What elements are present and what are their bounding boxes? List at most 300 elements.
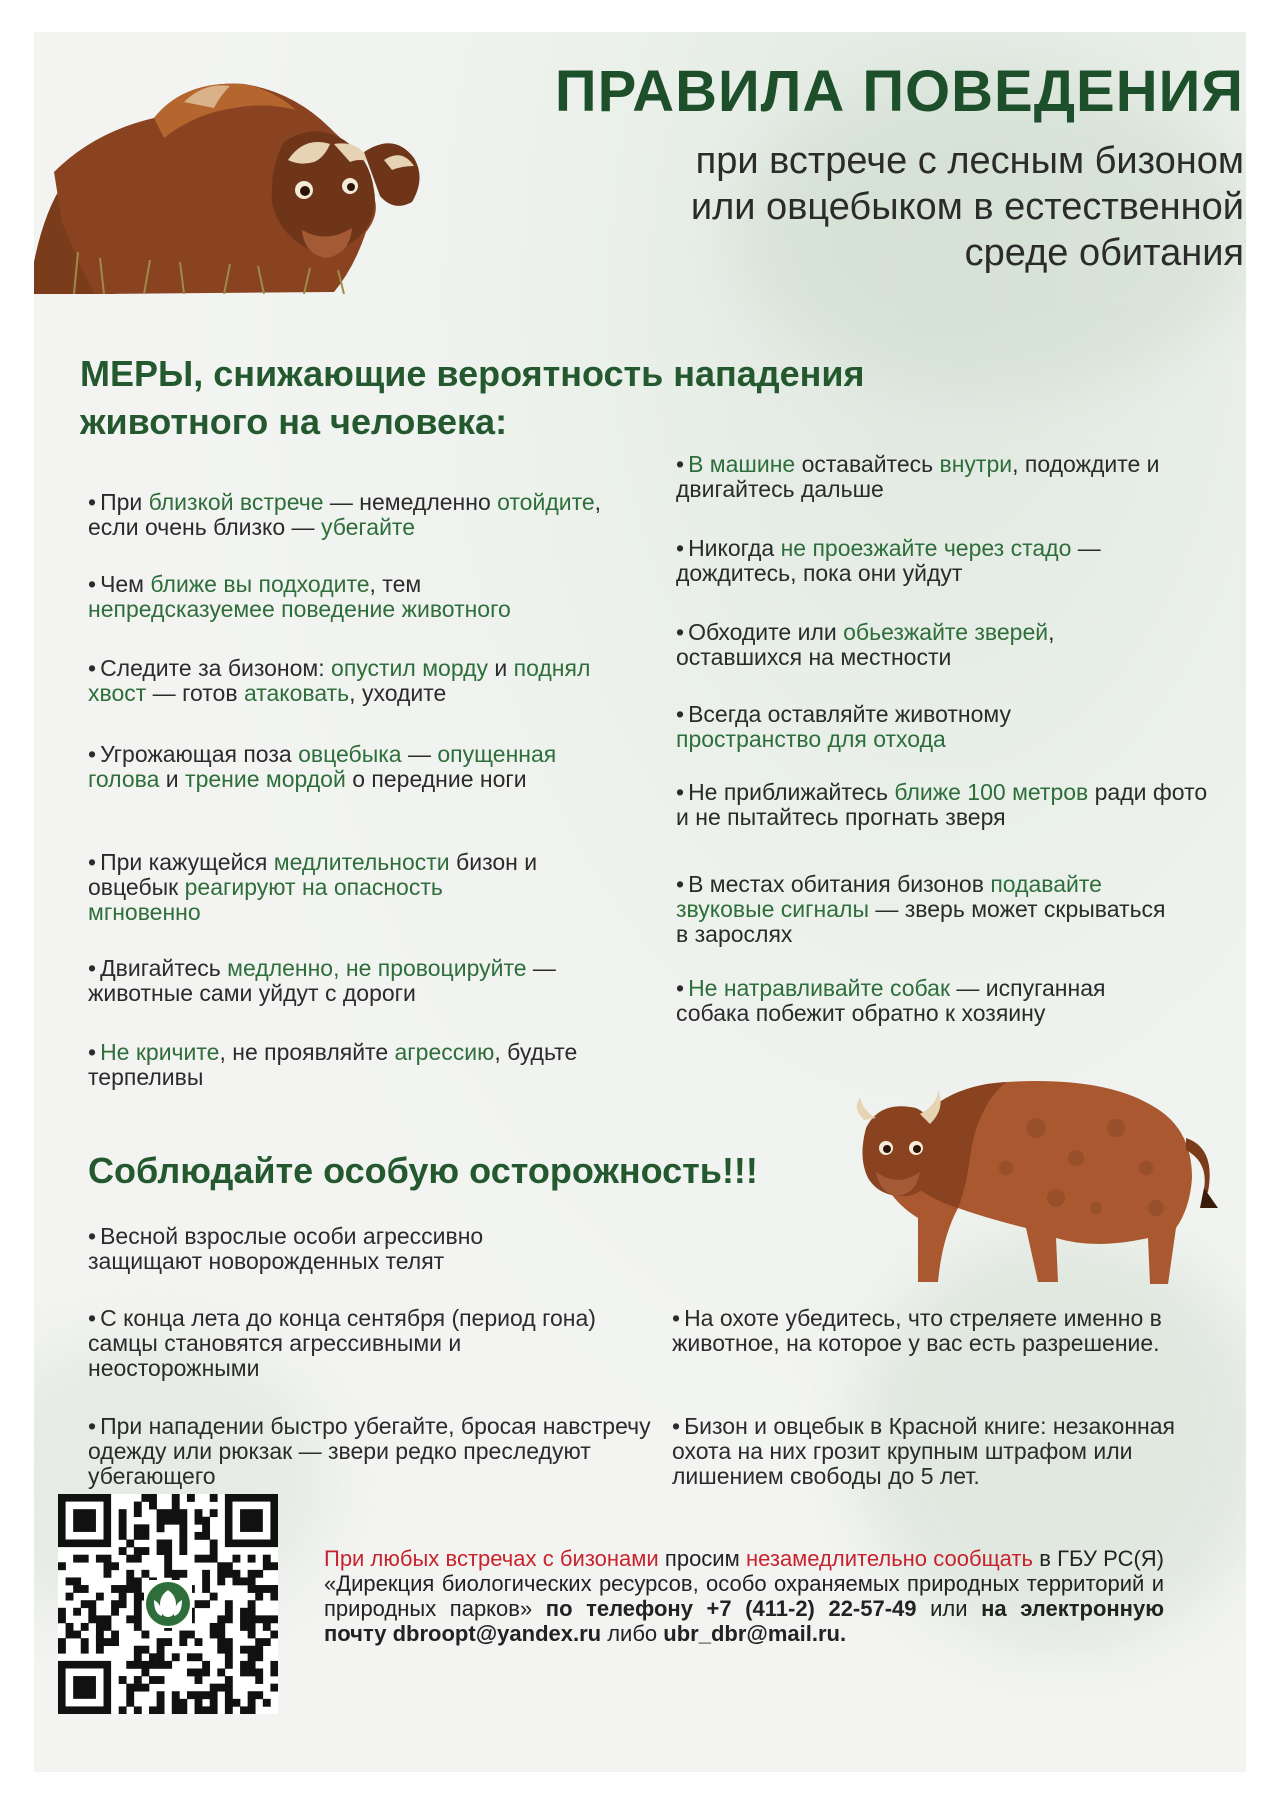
qr-module	[248, 1691, 256, 1699]
qr-module	[217, 1646, 225, 1654]
bullet: •	[88, 1305, 97, 1331]
qr-module	[255, 1653, 263, 1661]
qr-module	[232, 1577, 240, 1585]
highlight-text: трение мордой	[185, 766, 346, 792]
bullet: •	[672, 1305, 681, 1331]
qr-module	[73, 1631, 81, 1639]
subtitle-line: или овцебыком в естественной	[690, 186, 1244, 228]
qr-module	[179, 1638, 187, 1646]
qr-module	[248, 1646, 256, 1654]
qr-module	[88, 1600, 96, 1608]
qr-module	[187, 1631, 195, 1639]
qr-module	[248, 1555, 256, 1563]
qr-module	[210, 1494, 218, 1502]
qr-module	[240, 1608, 248, 1616]
qr-module	[202, 1577, 210, 1585]
qr-module	[73, 1555, 81, 1563]
qr-module	[164, 1509, 172, 1517]
qr-module	[104, 1555, 112, 1563]
qr-module	[225, 1615, 233, 1623]
highlight-text: Не натравливайте собак	[688, 975, 951, 1001]
qr-module	[202, 1532, 210, 1540]
highlight-text: обьезжайте зверей	[843, 619, 1049, 645]
item-text: ради фото и не пытайтесь прогнать зверя	[676, 779, 1208, 830]
qr-module	[202, 1706, 210, 1714]
qr-module	[149, 1661, 157, 1669]
qr-module	[126, 1615, 134, 1623]
qr-module	[172, 1706, 180, 1714]
bullet: •	[88, 489, 97, 515]
qr-module	[134, 1509, 142, 1517]
qr-module	[202, 1691, 210, 1699]
qr-module	[232, 1699, 240, 1707]
highlight-text: ближе 100 метров	[894, 779, 1089, 805]
highlight-text: В машине	[688, 451, 796, 477]
highlight-text: медлительности	[273, 849, 450, 875]
qr-module	[164, 1555, 172, 1563]
caution-heading: Соблюдайте особую осторожность!!!	[88, 1150, 758, 1191]
page-title: ПРАВИЛА ПОВЕДЕНИЯ	[554, 59, 1244, 124]
qr-module	[225, 1646, 233, 1654]
qr-module	[179, 1532, 187, 1540]
qr-module	[119, 1532, 127, 1540]
qr-module	[164, 1517, 172, 1525]
qr-module	[232, 1570, 240, 1578]
bullet: •	[88, 571, 97, 597]
qr-module	[126, 1585, 134, 1593]
item-text: , оставшихся на местности	[676, 619, 1055, 670]
bullet: •	[672, 1413, 681, 1439]
item-text: На охоте убедитесь, что стреляете именно в животное, на которое у вас есть разрешение.	[672, 1305, 1162, 1356]
qr-module	[111, 1562, 119, 1570]
qr-module	[126, 1661, 134, 1669]
item-text: Всегда оставляйте животному	[688, 701, 1011, 727]
item-text: Следите за бизоном:	[100, 655, 332, 681]
qr-code-graphic	[58, 1494, 278, 1714]
qr-module	[157, 1524, 165, 1532]
qr-module	[104, 1623, 112, 1631]
qr-module	[134, 1585, 142, 1593]
qr-module	[270, 1684, 278, 1692]
qr-module	[73, 1608, 81, 1616]
qr-module	[141, 1570, 149, 1578]
qr-module	[210, 1706, 218, 1714]
qr-module	[111, 1631, 119, 1639]
qr-module	[157, 1517, 165, 1525]
bullet: •	[88, 1413, 97, 1439]
qr-module	[134, 1524, 142, 1532]
caution-item	[88, 1414, 658, 1489]
qr-module	[172, 1494, 180, 1502]
qr-module	[217, 1631, 225, 1639]
measure-item	[88, 1040, 608, 1090]
qr-module	[248, 1570, 256, 1578]
item-text: , будьте терпеливы	[88, 1039, 578, 1090]
qr-module	[119, 1547, 127, 1555]
contact-text: +7 (411-2) 22-57-49	[692, 1596, 931, 1621]
qr-module	[263, 1555, 271, 1563]
qr-module	[270, 1585, 278, 1593]
measure-item	[676, 536, 1176, 586]
qr-module	[111, 1608, 119, 1616]
bullet: •	[676, 975, 685, 1001]
qr-module	[187, 1668, 195, 1676]
qr-module	[149, 1494, 157, 1502]
notice-text: в ГБУ РС(Я) «Дирекция биологических ресурсов, особо охраняемых природных территорий и природных парков»	[324, 1546, 1164, 1621]
qr-module	[255, 1691, 263, 1699]
item-text: — зверь может скрываться в зарослях	[676, 896, 1166, 947]
qr-code[interactable]	[58, 1494, 278, 1714]
qr-module	[111, 1585, 119, 1593]
measure-item	[88, 490, 608, 540]
qr-module	[217, 1615, 225, 1623]
qr-module	[111, 1638, 119, 1646]
qr-finder	[73, 1509, 96, 1532]
qr-module	[157, 1540, 165, 1548]
qr-module	[217, 1577, 225, 1585]
qr-module	[270, 1615, 278, 1623]
qr-module	[149, 1676, 157, 1684]
bullet: •	[88, 849, 97, 875]
qr-module	[225, 1653, 233, 1661]
qr-module	[255, 1593, 263, 1601]
qr-module	[225, 1638, 233, 1646]
item-text: о передние ноги	[345, 766, 527, 792]
item-text: Обходите или	[688, 619, 844, 645]
qr-module	[134, 1661, 142, 1669]
qr-module	[58, 1615, 66, 1623]
bison-illustration	[846, 1068, 1226, 1292]
qr-module	[210, 1593, 218, 1601]
qr-module	[88, 1615, 96, 1623]
qr-module	[225, 1600, 233, 1608]
subtitle-line: при встрече с лесным бизоном	[695, 140, 1244, 182]
qr-module	[255, 1570, 263, 1578]
qr-module	[58, 1608, 66, 1616]
qr-module	[81, 1623, 89, 1631]
qr-module	[270, 1593, 278, 1601]
qr-module	[255, 1676, 263, 1684]
qr-module	[240, 1706, 248, 1714]
measure-item	[676, 452, 1196, 502]
qr-module	[179, 1631, 187, 1639]
qr-module	[240, 1623, 248, 1631]
measure-item	[676, 872, 1176, 947]
qr-module	[263, 1562, 271, 1570]
qr-module	[66, 1593, 74, 1601]
item-text: — готов	[146, 680, 244, 706]
highlight-text: агрессию	[394, 1039, 495, 1065]
qr-module	[141, 1646, 149, 1654]
bullet: •	[676, 701, 685, 727]
qr-module	[217, 1623, 225, 1631]
qr-module	[179, 1699, 187, 1707]
bullet: •	[676, 779, 685, 805]
highlight-text: опустил морду	[331, 655, 488, 681]
qr-module	[240, 1577, 248, 1585]
qr-module	[141, 1684, 149, 1692]
bullet: •	[88, 655, 97, 681]
notice-text: просим	[658, 1546, 746, 1571]
qr-module	[119, 1600, 127, 1608]
qr-module	[157, 1547, 165, 1555]
qr-module	[263, 1638, 271, 1646]
qr-module	[126, 1555, 134, 1563]
qr-module	[96, 1631, 104, 1639]
qr-module	[73, 1577, 81, 1585]
qr-module	[210, 1547, 218, 1555]
qr-module	[141, 1494, 149, 1502]
highlight-text: Не кричите	[100, 1039, 220, 1065]
qr-module	[172, 1502, 180, 1510]
highlight-text: внутри	[939, 451, 1013, 477]
qr-module	[240, 1646, 248, 1654]
item-text: — животные сами уйдут с дороги	[88, 955, 556, 1006]
qr-module	[96, 1615, 104, 1623]
qr-module	[134, 1547, 142, 1555]
qr-module	[157, 1653, 165, 1661]
qr-module	[263, 1585, 271, 1593]
qr-module	[225, 1661, 233, 1669]
highlight-text: близкой встрече	[148, 489, 324, 515]
qr-module	[187, 1653, 195, 1661]
qr-module	[195, 1676, 203, 1684]
highlight-text: При любых встречах с бизонами	[324, 1546, 659, 1571]
bullet: •	[676, 871, 685, 897]
caution-item	[672, 1414, 1222, 1489]
qr-module	[134, 1646, 142, 1654]
qr-module	[225, 1562, 233, 1570]
qr-module	[157, 1509, 165, 1517]
qr-module	[111, 1600, 119, 1608]
bullet: •	[88, 955, 97, 981]
page-subtitle	[584, 138, 1244, 276]
qr-module	[96, 1638, 104, 1646]
qr-module	[179, 1540, 187, 1548]
qr-module	[179, 1509, 187, 1517]
measure-item	[676, 780, 1216, 830]
qr-module	[195, 1600, 203, 1608]
qr-module	[210, 1691, 218, 1699]
qr-module	[126, 1577, 134, 1585]
qr-module	[248, 1577, 256, 1585]
qr-module	[225, 1706, 233, 1714]
highlight-text: не проезжайте через стадо	[780, 535, 1072, 561]
contact-text: ubr_dbr@mail.ru.	[657, 1621, 847, 1646]
qr-module	[195, 1509, 203, 1517]
contact-text: по телефону	[545, 1596, 693, 1621]
bullet: •	[88, 1223, 97, 1249]
qr-module	[134, 1608, 142, 1616]
qr-module	[270, 1661, 278, 1669]
notice-text: или	[930, 1596, 968, 1621]
qr-module	[225, 1691, 233, 1699]
qr-module	[119, 1676, 127, 1684]
qr-module	[202, 1661, 210, 1669]
qr-module	[66, 1577, 74, 1585]
item-text: При нападении быстро убегайте, бросая навстречу одежду или рюкзак — звери редко преследуют убегающего	[88, 1413, 651, 1489]
bullet: •	[88, 1039, 97, 1065]
qr-module	[141, 1661, 149, 1669]
qr-module	[195, 1668, 203, 1676]
qr-module	[187, 1494, 195, 1502]
qr-module	[240, 1615, 248, 1623]
highlight-text: медленно, не провоцируйте	[227, 955, 527, 981]
highlight-text: отойдите	[497, 489, 595, 515]
qr-module	[270, 1631, 278, 1639]
qr-module	[217, 1684, 225, 1692]
qr-module	[104, 1638, 112, 1646]
highlight-text: убегайте	[320, 514, 415, 540]
qr-module	[164, 1562, 172, 1570]
qr-module	[134, 1615, 142, 1623]
qr-module	[73, 1585, 81, 1593]
qr-module	[119, 1706, 127, 1714]
measure-item	[676, 976, 1176, 1026]
highlight-text: пространство для отхода	[676, 726, 946, 752]
qr-module	[240, 1661, 248, 1669]
qr-module	[255, 1668, 263, 1676]
measure-item	[88, 742, 558, 792]
qr-module	[195, 1638, 203, 1646]
qr-module	[81, 1585, 89, 1593]
qr-module	[134, 1600, 142, 1608]
qr-module	[164, 1540, 172, 1548]
qr-module	[225, 1608, 233, 1616]
qr-module	[96, 1555, 104, 1563]
qr-module	[126, 1540, 134, 1548]
qr-module	[263, 1699, 271, 1707]
item-text: , не проявляйте	[219, 1039, 395, 1065]
qr-module	[119, 1524, 127, 1532]
qr-module	[179, 1706, 187, 1714]
item-text: Угрожающая поза	[100, 741, 299, 767]
item-text: — немедленно	[323, 489, 498, 515]
qr-module	[119, 1517, 127, 1525]
qr-module	[157, 1676, 165, 1684]
qr-module	[149, 1502, 157, 1510]
qr-module	[179, 1524, 187, 1532]
qr-module	[172, 1691, 180, 1699]
measure-item	[676, 620, 1146, 670]
qr-module	[210, 1684, 218, 1692]
item-text: и	[488, 655, 514, 681]
qr-module	[179, 1547, 187, 1555]
qr-module	[66, 1631, 74, 1639]
qr-module	[255, 1585, 263, 1593]
qr-module	[119, 1593, 127, 1601]
qr-module	[58, 1638, 66, 1646]
qr-finder	[240, 1509, 263, 1532]
measure-item	[676, 702, 1096, 752]
qr-module	[210, 1555, 218, 1563]
qr-module	[195, 1691, 203, 1699]
qr-module	[255, 1638, 263, 1646]
qr-module	[172, 1653, 180, 1661]
measures-heading-line: МЕРЫ, снижающие вероятность нападения	[80, 353, 865, 394]
item-text: оставайтесь	[795, 451, 940, 477]
qr-module	[248, 1608, 256, 1616]
qr-module	[248, 1600, 256, 1608]
qr-module	[217, 1570, 225, 1578]
highlight-text: реагируют на опасность мгновенно	[88, 874, 443, 925]
bullet: •	[676, 535, 685, 561]
qr-module	[217, 1638, 225, 1646]
qr-module	[134, 1532, 142, 1540]
musk-ox-illustration	[34, 62, 434, 294]
qr-module	[210, 1699, 218, 1707]
qr-module	[126, 1570, 134, 1578]
qr-module	[248, 1706, 256, 1714]
qr-module	[225, 1684, 233, 1692]
qr-module	[149, 1706, 157, 1714]
qr-module	[172, 1517, 180, 1525]
caution-item	[88, 1224, 568, 1274]
qr-module	[195, 1532, 203, 1540]
qr-module	[263, 1623, 271, 1631]
qr-module	[164, 1661, 172, 1669]
bullet: •	[676, 619, 685, 645]
qr-module	[248, 1653, 256, 1661]
qr-module	[134, 1706, 142, 1714]
highlight-text: атаковать	[243, 680, 350, 706]
qr-module	[134, 1593, 142, 1601]
highlight-text: поднял хвост	[88, 655, 591, 706]
item-text: , уходите	[349, 680, 447, 706]
qr-module	[104, 1562, 112, 1570]
qr-module	[210, 1509, 218, 1517]
measures-heading	[80, 350, 865, 446]
measure-item	[88, 656, 608, 706]
item-text: Чем	[100, 571, 151, 597]
qr-module	[248, 1668, 256, 1676]
qr-module	[187, 1691, 195, 1699]
qr-module	[141, 1668, 149, 1676]
measure-item	[88, 850, 558, 925]
qr-module	[270, 1562, 278, 1570]
item-text: Весной взрослые особи агрессивно защищают новорожденных телят	[88, 1223, 484, 1274]
qr-module	[81, 1600, 89, 1608]
item-text: —	[401, 741, 438, 767]
qr-module	[126, 1691, 134, 1699]
qr-module	[157, 1699, 165, 1707]
qr-module	[248, 1631, 256, 1639]
item-text: С конца лета до конца сентября (период гона) самцы становятся агрессивными и неосторожными	[88, 1305, 596, 1381]
qr-module	[195, 1517, 203, 1525]
qr-module	[263, 1615, 271, 1623]
qr-module	[119, 1585, 127, 1593]
highlight-text: подавайте звуковые сигналы	[676, 871, 1102, 922]
item-text: При кажущейся	[100, 849, 274, 875]
qr-module	[96, 1593, 104, 1601]
qr-module	[179, 1517, 187, 1525]
measure-item	[88, 956, 648, 1006]
qr-module	[141, 1524, 149, 1532]
qr-module	[270, 1668, 278, 1676]
qr-module	[225, 1699, 233, 1707]
qr-module	[217, 1562, 225, 1570]
qr-module	[202, 1668, 210, 1676]
item-text: Не приближайтесь	[688, 779, 895, 805]
qr-module	[81, 1646, 89, 1654]
qr-module	[134, 1684, 142, 1692]
qr-module	[134, 1676, 142, 1684]
qr-module	[202, 1600, 210, 1608]
qr-module	[81, 1638, 89, 1646]
item-text: , подождите и двигайтесь дальше	[676, 451, 1160, 502]
qr-module	[255, 1615, 263, 1623]
qr-module	[225, 1676, 233, 1684]
